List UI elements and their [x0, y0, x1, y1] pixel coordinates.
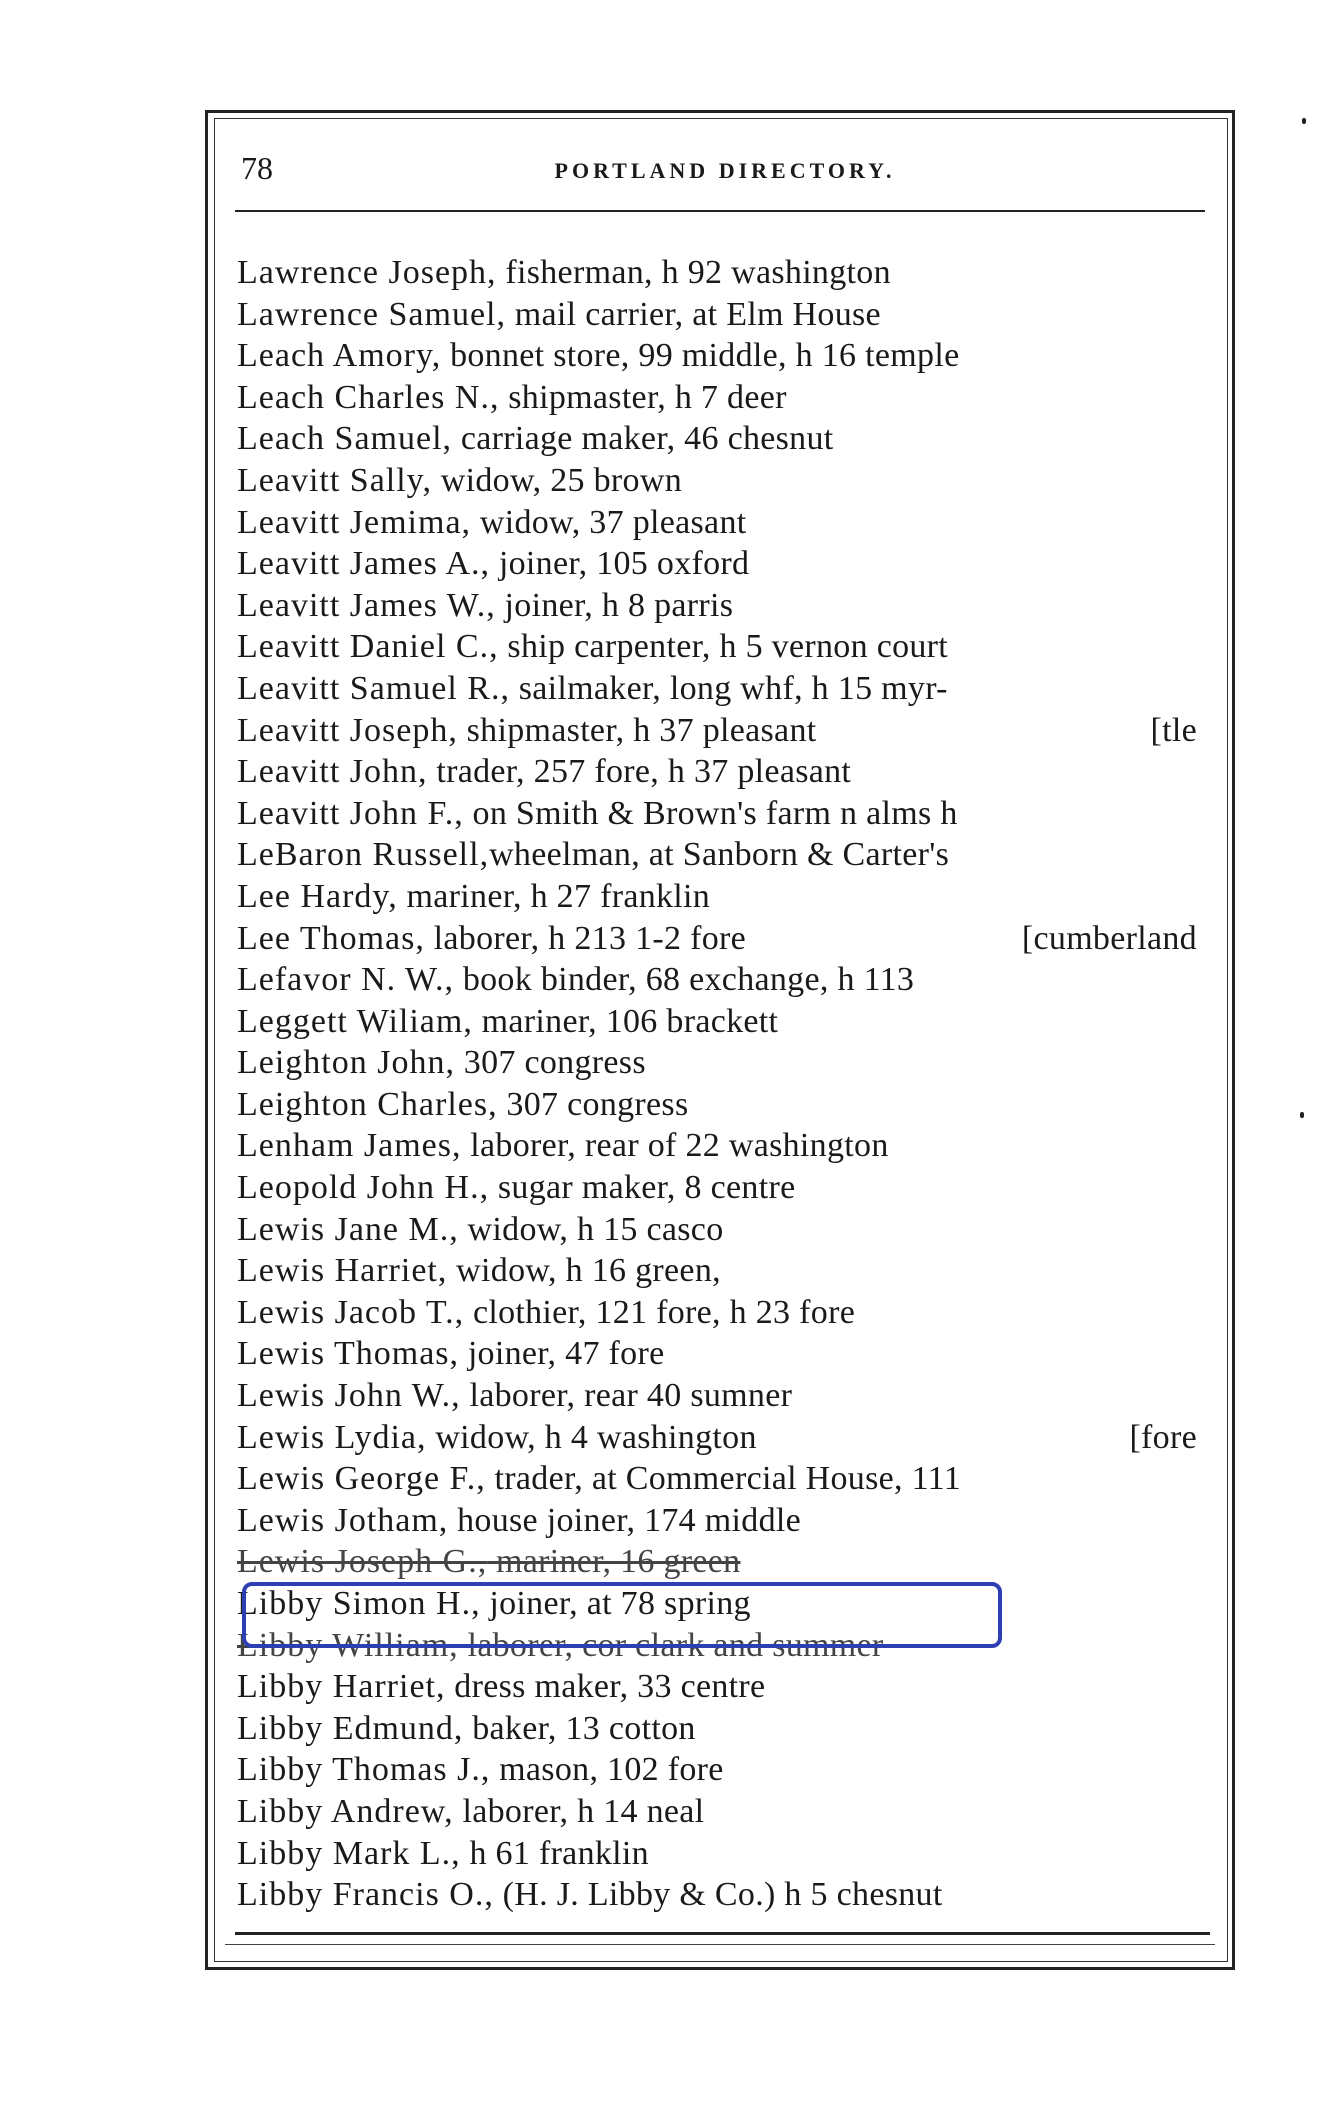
entry-name: Libby Francis O., — [237, 1876, 494, 1914]
entry-name: Leavitt Samuel R., — [237, 669, 510, 707]
directory-entry — [237, 294, 1227, 336]
entry-details: widow, 25 brown — [431, 461, 683, 499]
page-header — [235, 150, 1215, 200]
entry-name: Lewis Harriet, — [237, 1252, 448, 1290]
entry-details: clothier, 121 fore, h 23 fore — [464, 1293, 856, 1331]
page-number: 78 — [241, 150, 273, 186]
entry-name: Leopold John H., — [237, 1169, 490, 1207]
entry-details: laborer, h 213 1-2 fore — [424, 919, 747, 957]
entry-name: Leighton John, — [237, 1044, 455, 1082]
entry-name: Leavitt Jemima, — [237, 503, 472, 541]
entry-details: joiner, 105 oxford — [490, 545, 750, 583]
directory-entry — [237, 626, 1227, 668]
entry-details: joiner, h 8 parris — [495, 586, 734, 624]
directory-entry — [237, 1209, 1227, 1251]
entry-details: shipmaster, h 37 pleasant — [457, 711, 817, 749]
entry-name: Leavitt James W., — [237, 586, 496, 624]
entry-name: Lee Thomas, — [237, 919, 425, 957]
entry-name: Leavitt John, — [237, 753, 428, 791]
directory-entry — [237, 1791, 1227, 1833]
entry-details: sugar maker, 8 centre — [489, 1169, 796, 1207]
entry-details: fisherman, h 92 washington — [496, 254, 891, 291]
entry-details: mariner, h 27 franklin — [397, 877, 711, 915]
entry-name: Leavitt James A., — [237, 545, 491, 583]
entry-details: mariner, 16 green — [487, 1543, 741, 1581]
directory-entry — [237, 1541, 1227, 1583]
entry-name: Lawrence Samuel, — [237, 295, 506, 333]
header-rule — [235, 210, 1205, 212]
entry-name: Lee Hardy, — [237, 877, 398, 915]
directory-entry — [237, 1708, 1227, 1750]
entry-details: joiner, 47 fore — [459, 1335, 665, 1373]
highlight-annotation-box — [242, 1582, 1002, 1648]
entry-continuation: [cumberland — [1021, 919, 1197, 957]
directory-entry — [237, 335, 1227, 377]
entry-name: Lenham James, — [237, 1127, 462, 1165]
entry-name: Leggett Wiliam, — [237, 1002, 473, 1040]
entry-details: 307 congress — [454, 1044, 646, 1082]
page-bottom-rule-secondary — [225, 1944, 1215, 1945]
directory-entry — [237, 668, 1227, 710]
entry-name: Lewis Jacob T., — [237, 1293, 465, 1331]
directory-entry — [237, 1001, 1227, 1043]
entry-details: 307 congress — [497, 1085, 689, 1123]
entry-details: baker, 13 cotton — [463, 1709, 696, 1747]
entry-name: Lewis Jotham, — [237, 1501, 449, 1539]
directory-entry — [237, 918, 1227, 960]
entry-details: widow, h 15 casco — [458, 1210, 724, 1248]
entry-details: on Smith & Brown's farm n alms h — [463, 794, 958, 832]
entry-name: Leavitt Joseph, — [237, 711, 458, 749]
page-bottom-rule — [235, 1932, 1210, 1935]
entry-details: laborer, rear of 22 washington — [461, 1127, 889, 1165]
directory-entry — [237, 1042, 1227, 1084]
entry-details: laborer, h 14 neal — [453, 1792, 705, 1830]
entry-name: Libby Harriet, — [237, 1668, 446, 1706]
entry-continuation: [fore — [1129, 1418, 1197, 1456]
entry-name: Leavitt John F., — [237, 794, 464, 832]
directory-entries — [237, 252, 1227, 1916]
entry-details: (H. J. Libby & Co.) h 5 chesnut — [493, 1876, 943, 1914]
entry-details: widow, h 4 washington — [426, 1418, 757, 1456]
directory-entry — [237, 585, 1227, 627]
directory-entry — [237, 1333, 1227, 1375]
paper-speck — [1300, 1112, 1304, 1118]
directory-entry — [237, 1125, 1227, 1167]
entry-continuation: [tle — [1150, 711, 1197, 749]
entry-name: Libby Simon H., — [237, 1585, 481, 1622]
entry-details: bonnet store, 99 middle, h 16 temple — [441, 337, 960, 375]
entry-name: Leavitt Daniel C., — [237, 628, 499, 666]
entry-details: laborer, cor clark and summer — [458, 1626, 884, 1664]
entry-details: trader, 257 fore, h 37 pleasant — [427, 753, 852, 791]
directory-entry — [237, 377, 1227, 419]
directory-entry — [237, 876, 1227, 918]
entry-name: Lewis George F., — [237, 1460, 486, 1498]
directory-entry — [237, 252, 1227, 294]
directory-entry — [237, 543, 1227, 585]
entry-details: trader, at Commercial House, 111 — [485, 1460, 961, 1498]
directory-entry — [237, 1084, 1227, 1126]
directory-entry — [237, 418, 1227, 460]
entry-name: Libby Mark L., — [237, 1834, 461, 1872]
entry-name: Libby Thomas J., — [237, 1751, 491, 1789]
running-title: PORTLAND DIRECTORY. — [554, 158, 896, 183]
directory-entry — [237, 959, 1227, 1001]
entry-details: book binder, 68 exchange, h 113 — [454, 961, 915, 999]
entry-name: Libby William, — [237, 1626, 459, 1664]
entry-name: Lewis Thomas, — [237, 1335, 460, 1373]
directory-entry — [237, 1749, 1227, 1791]
paper-speck — [1302, 118, 1306, 124]
entry-name: Lewis Joseph G., — [237, 1543, 488, 1581]
entry-name: Leighton Charles, — [237, 1085, 498, 1123]
directory-entry — [237, 460, 1227, 502]
entry-details: joiner, at 78 spring — [480, 1585, 751, 1622]
entry-name: Lewis Lydia, — [237, 1418, 427, 1456]
entry-name: Lawrence Joseph, — [237, 254, 497, 291]
entry-name: Leavitt Sally, — [237, 461, 432, 499]
entry-details: ship carpenter, h 5 vernon court — [498, 628, 949, 666]
entry-details: dress maker, 33 centre — [445, 1668, 766, 1706]
entry-details: laborer, rear 40 sumner — [460, 1377, 793, 1415]
directory-entry — [237, 1458, 1227, 1500]
entry-details: shipmaster, h 7 deer — [499, 378, 787, 416]
entry-name: Leach Charles N., — [237, 378, 500, 416]
directory-entry — [237, 834, 1227, 876]
entry-name: Libby Edmund, — [237, 1709, 464, 1747]
entry-details: mariner, 106 brackett — [472, 1002, 779, 1040]
entry-details: carriage maker, 46 chesnut — [452, 420, 834, 458]
entry-details: h 61 franklin — [460, 1834, 649, 1872]
directory-entry — [237, 1500, 1227, 1542]
directory-entry — [237, 1250, 1227, 1292]
directory-entry — [237, 1167, 1227, 1209]
entry-name: Libby Andrew, — [237, 1792, 454, 1830]
directory-entry — [237, 793, 1227, 835]
entry-name: Leach Samuel, — [237, 420, 453, 458]
directory-entry — [237, 1833, 1227, 1875]
directory-entry — [237, 710, 1227, 752]
entry-details: widow, h 16 green, — [447, 1252, 721, 1290]
directory-entry — [237, 502, 1227, 544]
entry-details: mail carrier, at Elm House — [506, 295, 881, 333]
directory-entry — [237, 751, 1227, 793]
entry-details: mason, 102 fore — [490, 1751, 724, 1789]
directory-entry — [237, 1666, 1227, 1708]
entry-name: LeBaron Russell, — [237, 836, 490, 874]
entry-details: sailmaker, long whf, h 15 myr- — [509, 669, 948, 707]
directory-entry — [237, 1292, 1227, 1334]
entry-name: Leach Amory, — [237, 337, 442, 375]
entry-details: widow, 37 pleasant — [471, 503, 747, 541]
entry-details: house joiner, 174 middle — [448, 1501, 802, 1539]
directory-entry — [237, 1375, 1227, 1417]
entry-details: wheelman, at Sanborn & Carter's — [489, 836, 950, 874]
directory-entry — [237, 1417, 1227, 1459]
directory-entry — [237, 1874, 1227, 1916]
entry-name: Lewis Jane M., — [237, 1210, 459, 1248]
entry-name: Lefavor N. W., — [237, 961, 455, 999]
entry-name: Lewis John W., — [237, 1377, 461, 1415]
